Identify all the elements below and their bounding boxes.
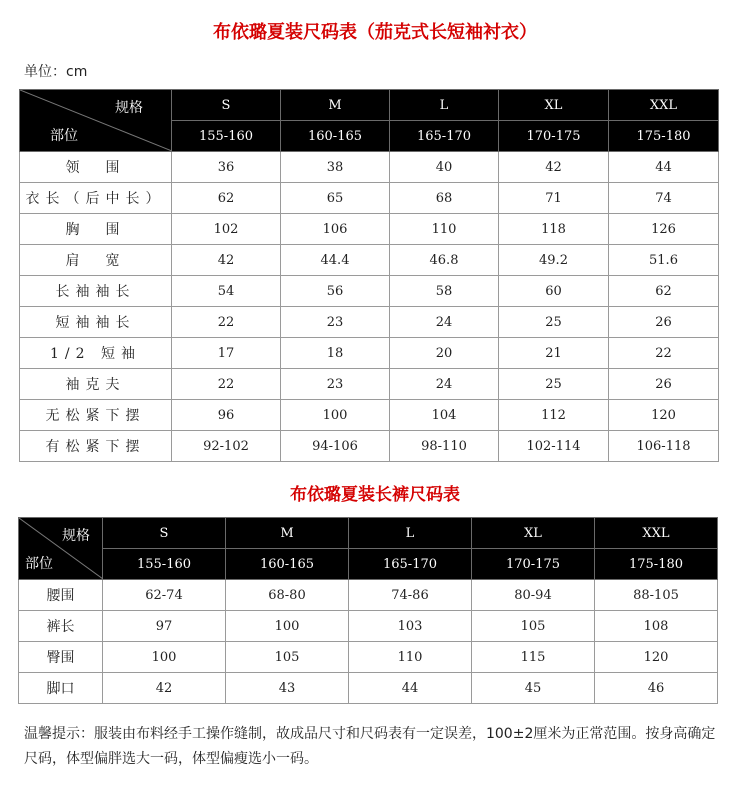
measurement-cell: 94-106 bbox=[281, 431, 390, 462]
measurement-cell: 100 bbox=[281, 400, 390, 431]
table-row bbox=[20, 152, 719, 183]
size-header: XL bbox=[499, 90, 609, 121]
measurement-cell: 43 bbox=[226, 673, 349, 704]
size-header: S bbox=[103, 518, 226, 549]
measurement-cell: 98-110 bbox=[390, 431, 499, 462]
table-corner bbox=[19, 518, 103, 580]
measurement-cell: 126 bbox=[609, 214, 719, 245]
row-label: 有松紧下摆 bbox=[20, 431, 172, 462]
measurement-cell: 120 bbox=[595, 642, 718, 673]
height-header: 160-165 bbox=[281, 121, 390, 152]
size-header: XXL bbox=[609, 90, 719, 121]
measurement-cell: 22 bbox=[172, 369, 281, 400]
row-label: 脚口 bbox=[19, 673, 103, 704]
measurement-cell: 22 bbox=[172, 307, 281, 338]
measurement-cell: 105 bbox=[226, 642, 349, 673]
measurement-cell: 24 bbox=[390, 369, 499, 400]
measurement-cell: 54 bbox=[172, 276, 281, 307]
measurement-cell: 108 bbox=[595, 611, 718, 642]
measurement-cell: 42 bbox=[172, 245, 281, 276]
table-row bbox=[20, 431, 719, 462]
pants-size-rows bbox=[19, 580, 718, 704]
corner-spec-label: 规格 bbox=[62, 528, 90, 544]
measurement-cell: 44 bbox=[349, 673, 472, 704]
measurement-cell: 44 bbox=[609, 152, 719, 183]
measurement-cell: 24 bbox=[390, 307, 499, 338]
shirt-size-chart-title: 布依璐夏装尺码表（茄克式长短袖衬衣） bbox=[213, 22, 537, 43]
row-label: 短袖袖长 bbox=[20, 307, 172, 338]
measurement-cell: 49.2 bbox=[499, 245, 609, 276]
table-row bbox=[19, 580, 718, 611]
measurement-cell: 45 bbox=[472, 673, 595, 704]
height-header: 155-160 bbox=[172, 121, 281, 152]
measurement-cell: 21 bbox=[499, 338, 609, 369]
measurement-cell: 46 bbox=[595, 673, 718, 704]
measurement-cell: 106 bbox=[281, 214, 390, 245]
table-row bbox=[19, 642, 718, 673]
shirt-size-table bbox=[19, 89, 719, 462]
measurement-cell: 65 bbox=[281, 183, 390, 214]
pants-size-chart-title: 布依璐夏装长裤尺码表 bbox=[290, 485, 460, 505]
measurement-cell: 46.8 bbox=[390, 245, 499, 276]
height-header-row bbox=[19, 549, 718, 580]
corner-part-label: 部位 bbox=[50, 128, 78, 144]
table-row bbox=[20, 276, 719, 307]
row-label: 臀围 bbox=[19, 642, 103, 673]
measurement-cell: 100 bbox=[226, 611, 349, 642]
corner-part-label: 部位 bbox=[25, 556, 53, 572]
shirt-size-rows bbox=[20, 152, 719, 462]
size-header-row bbox=[19, 518, 718, 549]
unit-label: 单位：cm bbox=[24, 64, 88, 80]
measurement-cell: 104 bbox=[390, 400, 499, 431]
measurement-cell: 42 bbox=[103, 673, 226, 704]
size-header: XXL bbox=[595, 518, 718, 549]
row-label: 衣长（后中长） bbox=[20, 183, 172, 214]
measurement-cell: 102 bbox=[172, 214, 281, 245]
measurement-cell: 40 bbox=[390, 152, 499, 183]
measurement-cell: 42 bbox=[499, 152, 609, 183]
size-header: M bbox=[226, 518, 349, 549]
table-corner bbox=[20, 90, 172, 152]
height-header: 175-180 bbox=[609, 121, 719, 152]
measurement-cell: 22 bbox=[609, 338, 719, 369]
measurement-cell: 110 bbox=[349, 642, 472, 673]
measurement-cell: 23 bbox=[281, 307, 390, 338]
size-header: S bbox=[172, 90, 281, 121]
size-header-row bbox=[20, 90, 719, 121]
measurement-cell: 96 bbox=[172, 400, 281, 431]
measurement-cell: 118 bbox=[499, 214, 609, 245]
measurement-cell: 102-114 bbox=[499, 431, 609, 462]
measurement-cell: 100 bbox=[103, 642, 226, 673]
measurement-cell: 62 bbox=[172, 183, 281, 214]
measurement-cell: 120 bbox=[609, 400, 719, 431]
height-header: 170-175 bbox=[499, 121, 609, 152]
row-label: 腰围 bbox=[19, 580, 103, 611]
table-row bbox=[20, 245, 719, 276]
row-label: 长袖袖长 bbox=[20, 276, 172, 307]
row-label: 无松紧下摆 bbox=[20, 400, 172, 431]
measurement-cell: 17 bbox=[172, 338, 281, 369]
measurement-cell: 51.6 bbox=[609, 245, 719, 276]
measurement-cell: 38 bbox=[281, 152, 390, 183]
row-label: 袖克夫 bbox=[20, 369, 172, 400]
measurement-cell: 71 bbox=[499, 183, 609, 214]
measurement-cell: 105 bbox=[472, 611, 595, 642]
table-row bbox=[20, 400, 719, 431]
measurement-cell: 112 bbox=[499, 400, 609, 431]
size-header: L bbox=[349, 518, 472, 549]
height-header: 160-165 bbox=[226, 549, 349, 580]
height-header: 165-170 bbox=[390, 121, 499, 152]
corner-diagonal-line bbox=[20, 90, 172, 151]
table-row bbox=[19, 611, 718, 642]
size-header: M bbox=[281, 90, 390, 121]
table-row bbox=[20, 307, 719, 338]
measurement-cell: 25 bbox=[499, 369, 609, 400]
table-row bbox=[19, 673, 718, 704]
measurement-cell: 23 bbox=[281, 369, 390, 400]
row-label: 1/2 短袖 bbox=[20, 338, 172, 369]
measurement-cell: 36 bbox=[172, 152, 281, 183]
row-label: 肩 宽 bbox=[20, 245, 172, 276]
size-header: L bbox=[390, 90, 499, 121]
table-row bbox=[20, 183, 719, 214]
measurement-cell: 80-94 bbox=[472, 580, 595, 611]
measurement-cell: 74-86 bbox=[349, 580, 472, 611]
measurement-cell: 74 bbox=[609, 183, 719, 214]
measurement-cell: 62 bbox=[609, 276, 719, 307]
measurement-cell: 62-74 bbox=[103, 580, 226, 611]
measurement-cell: 60 bbox=[499, 276, 609, 307]
table-row bbox=[20, 338, 719, 369]
measurement-cell: 88-105 bbox=[595, 580, 718, 611]
height-header: 170-175 bbox=[472, 549, 595, 580]
table-row bbox=[20, 214, 719, 245]
row-label: 胸 围 bbox=[20, 214, 172, 245]
measurement-cell: 92-102 bbox=[172, 431, 281, 462]
measurement-cell: 106-118 bbox=[609, 431, 719, 462]
measurement-cell: 68 bbox=[390, 183, 499, 214]
measurement-cell: 115 bbox=[472, 642, 595, 673]
measurement-cell: 44.4 bbox=[281, 245, 390, 276]
measurement-cell: 97 bbox=[103, 611, 226, 642]
measurement-cell: 26 bbox=[609, 369, 719, 400]
measurement-cell: 26 bbox=[609, 307, 719, 338]
corner-spec-label: 规格 bbox=[115, 100, 143, 116]
measurement-cell: 103 bbox=[349, 611, 472, 642]
pants-size-table bbox=[18, 517, 718, 704]
height-header: 175-180 bbox=[595, 549, 718, 580]
measurement-cell: 20 bbox=[390, 338, 499, 369]
row-label: 裤长 bbox=[19, 611, 103, 642]
measurement-cell: 25 bbox=[499, 307, 609, 338]
measurement-cell: 68-80 bbox=[226, 580, 349, 611]
row-label: 领 围 bbox=[20, 152, 172, 183]
measurement-cell: 110 bbox=[390, 214, 499, 245]
measurement-cell: 56 bbox=[281, 276, 390, 307]
measurement-cell: 58 bbox=[390, 276, 499, 307]
size-header: XL bbox=[472, 518, 595, 549]
measurement-cell: 18 bbox=[281, 338, 390, 369]
height-header: 165-170 bbox=[349, 549, 472, 580]
table-row bbox=[20, 369, 719, 400]
height-header: 155-160 bbox=[103, 549, 226, 580]
size-note: 温馨提示：服装由布料经手工操作缝制，故成品尺寸和尺码表有一定误差，100±2厘米为正常范围。按身高确定尺码，体型偏胖选大一码，体型偏瘦选小一码。 bbox=[24, 726, 716, 767]
